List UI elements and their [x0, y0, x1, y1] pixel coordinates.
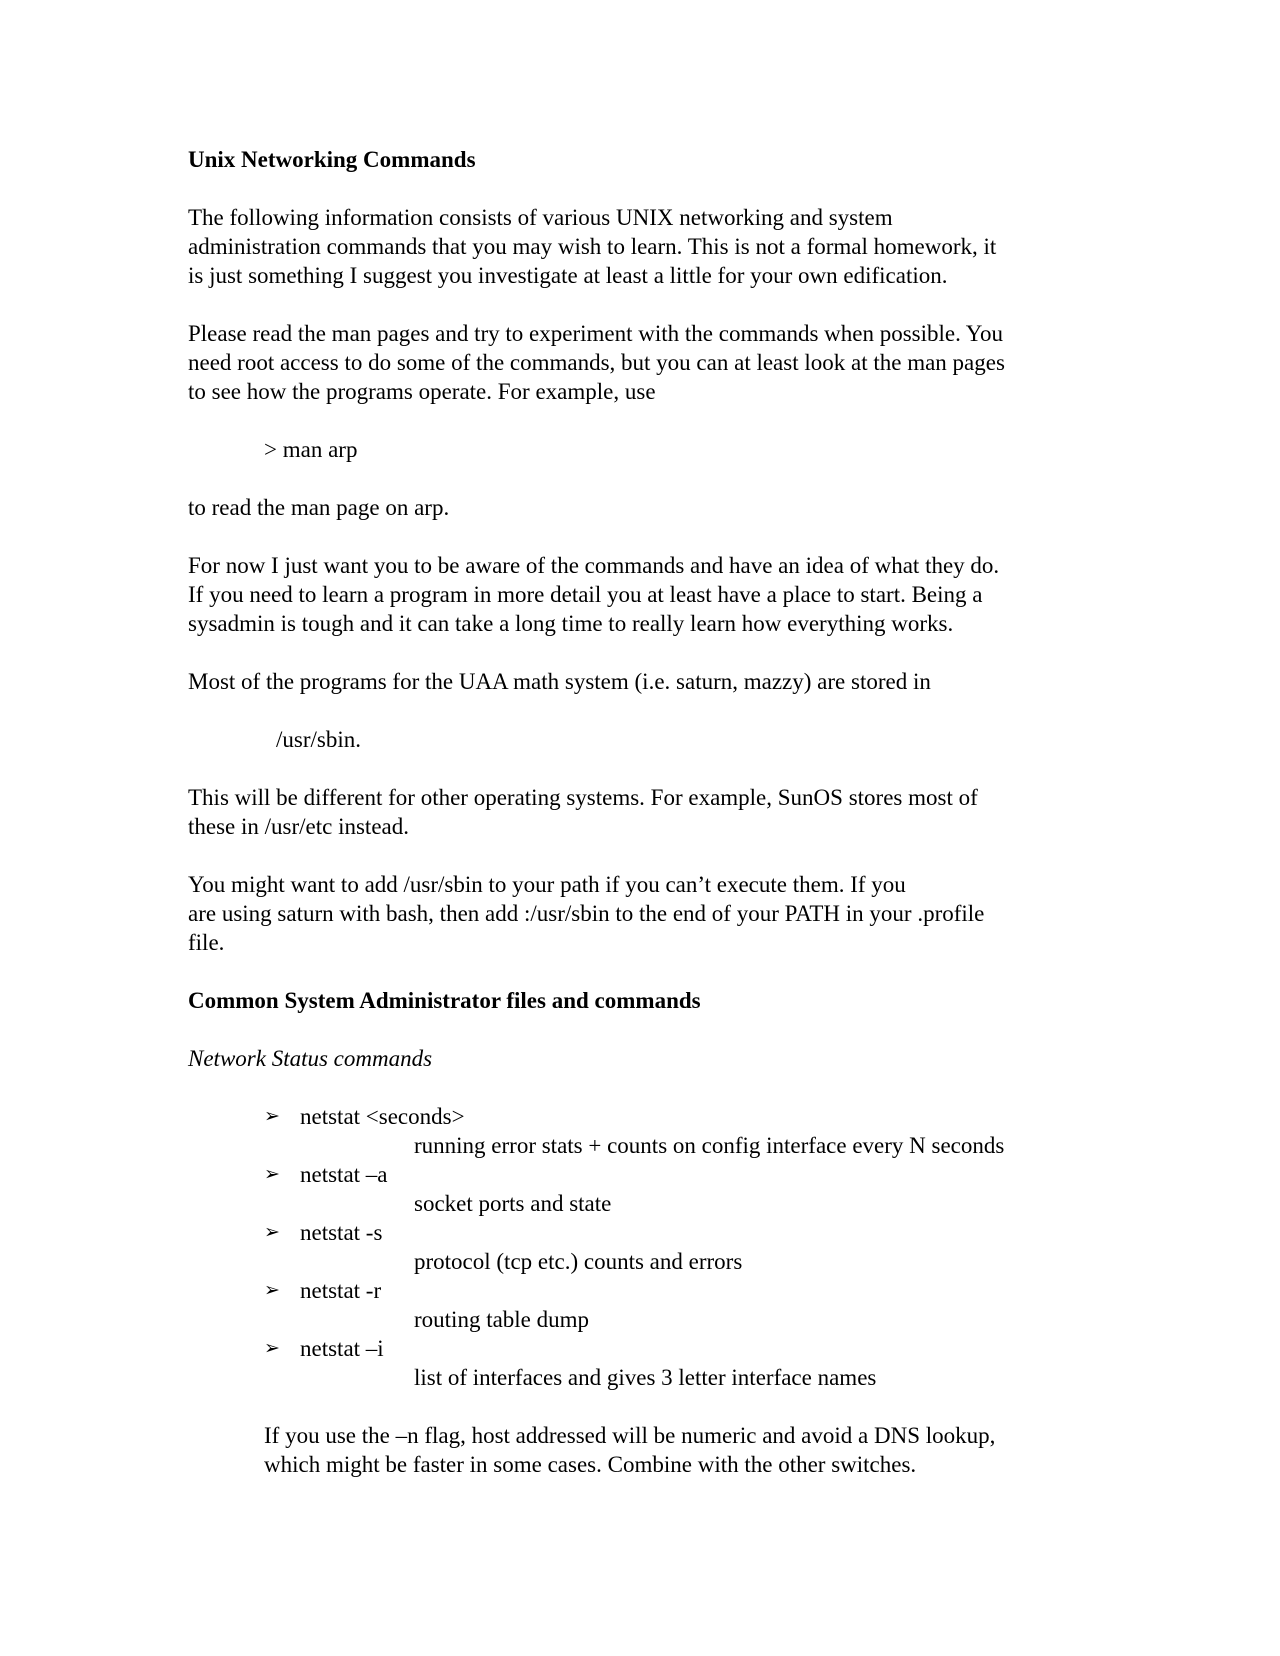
intro-paragraph [188, 203, 1088, 290]
example-command [188, 435, 1088, 464]
add-path-line: file. [188, 930, 225, 955]
path-example-text: /usr/sbin. [276, 727, 361, 752]
command-description: routing table dump [414, 1307, 590, 1332]
aware-line: If you need to learn a program in more detail you at least have a place to start. Being a [188, 582, 983, 607]
command-list [188, 1102, 1088, 1392]
list-item [188, 1218, 1088, 1276]
list-item [188, 1102, 1088, 1160]
n-flag-paragraph [188, 1421, 1088, 1479]
man-pages-line: Please read the man pages and try to experiment with the commands when possible. You [188, 321, 1004, 346]
subsection-heading: Network Status commands [188, 1046, 433, 1071]
n-flag-line: which might be faster in some cases. Combine with the other switches. [264, 1452, 917, 1477]
different-os-paragraph [188, 783, 1088, 841]
list-item [188, 1334, 1088, 1392]
command-description: running error stats + counts on config interface every N seconds [414, 1133, 1005, 1158]
document-title: Unix Networking Commands [188, 147, 476, 172]
different-os-line: This will be different for other operating systems. For example, SunOS stores most of [188, 785, 978, 810]
command-name: netstat <seconds> [300, 1104, 465, 1129]
arrow-bullet-icon: ➢ [264, 1163, 280, 1185]
path-example [188, 725, 1088, 754]
list-item [188, 1160, 1088, 1218]
command-name: netstat -s [300, 1220, 383, 1245]
aware-line: For now I just want you to be aware of the commands and have an idea of what they do. [188, 553, 1000, 578]
command-name: netstat –a [300, 1162, 388, 1187]
subsection-heading-block [188, 1044, 1088, 1073]
command-description: socket ports and state [414, 1191, 612, 1216]
command-description: protocol (tcp etc.) counts and errors [414, 1249, 743, 1274]
command-name: netstat -r [300, 1278, 382, 1303]
arrow-bullet-icon: ➢ [264, 1221, 280, 1243]
aware-paragraph [188, 551, 1088, 638]
document-page [188, 145, 1088, 1479]
arrow-bullet-icon: ➢ [264, 1337, 280, 1359]
man-pages-line: to see how the programs operate. For example, use [188, 379, 656, 404]
man-pages-line: need root access to do some of the commands, but you can at least look at the man pages [188, 350, 1005, 375]
programs-location-paragraph [188, 667, 1088, 696]
add-path-line: You might want to add /usr/sbin to your path if you can’t execute them. If you [188, 872, 906, 897]
example-followup [188, 493, 1088, 522]
list-item [188, 1276, 1088, 1334]
intro-line: is just something I suggest you investigate at least a little for your own edification. [188, 263, 948, 288]
intro-line: The following information consists of various UNIX networking and system [188, 205, 893, 230]
example-command-text: > man arp [264, 437, 358, 462]
arrow-bullet-icon: ➢ [264, 1105, 280, 1127]
add-path-paragraph [188, 870, 1088, 957]
different-os-line: these in /usr/etc instead. [188, 814, 409, 839]
arrow-bullet-icon: ➢ [264, 1279, 280, 1301]
section-heading-block [188, 986, 1088, 1015]
example-followup-text: to read the man page on arp. [188, 495, 450, 520]
aware-line: sysadmin is tough and it can take a long time to really learn how everything works. [188, 611, 954, 636]
intro-line: administration commands that you may wish to learn. This is not a formal homework, it [188, 234, 997, 259]
command-name: netstat –i [300, 1336, 384, 1361]
section-heading: Common System Administrator files and commands [188, 988, 701, 1013]
add-path-line: are using saturn with bash, then add :/usr/sbin to the end of your PATH in your .profile [188, 901, 985, 926]
man-pages-paragraph [188, 319, 1088, 406]
n-flag-line: If you use the –n flag, host addressed will be numeric and avoid a DNS lookup, [264, 1423, 996, 1448]
command-description: list of interfaces and gives 3 letter interface names [414, 1365, 877, 1390]
programs-location-text: Most of the programs for the UAA math system (i.e. saturn, mazzy) are stored in [188, 669, 931, 694]
